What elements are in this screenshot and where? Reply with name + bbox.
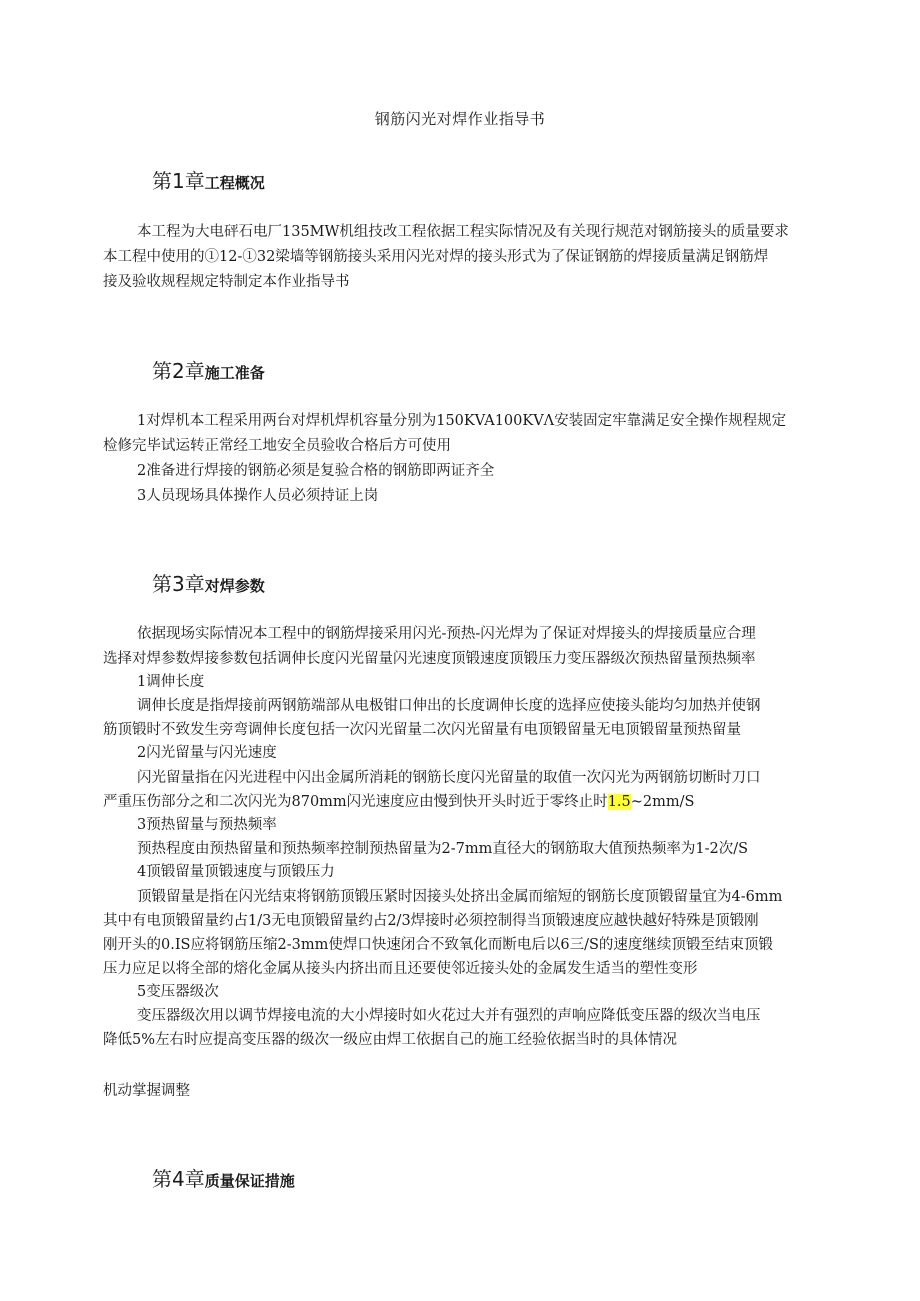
ch1-line-1: 本工程为大电砰石电厂135MW机组技改工程依据工程实际情况及有关现行规范对钢筋接头的质量要求 xyxy=(137,224,789,240)
ch3-s4-line-3: 刚开头的0.IS应将钢筋压缩2-3mm使焊口快速闭合不致氧化而断电后以6三/S的速度继续顶锻至结束顶锻 xyxy=(103,937,773,953)
ch3-section-4-title: 4顶锻留量顶锻速度与顶锻压力 xyxy=(137,864,335,880)
ch3-s2-line-1: 闪光留量指在闪光进程中闪出金属所消耗的钢筋长度闪光留量的取值一次闪光为两钢筋切断时刀口 xyxy=(137,770,761,786)
ch3-section-1-title: 1调伸长度 xyxy=(137,674,205,690)
chapter-2-name: 施工准备 xyxy=(204,364,265,382)
ch3-s5-line-2: 降低5%左右时应提高变压器的级次一级应由焊工依据自己的施工经验依据当时的具体情况 xyxy=(103,1032,677,1048)
ch3-s5-tail: 机动掌握调整 xyxy=(103,1083,190,1099)
ch3-s1-line-1: 调伸长度是指焊接前两钢筋端部从电极钳口伸出的长度调伸长度的选择应使接头能均匀加热并使钢 xyxy=(137,698,761,714)
chapter-1-name: 工程概况 xyxy=(204,174,265,192)
chapter-2-number: 第2章 xyxy=(152,359,205,383)
ch3-s2-line-2-start: 严重压伤部分之和二次闪光为870mm闪光速度应由慢到快开头时近于零终止时 xyxy=(103,794,608,810)
ch2-line-4: 3人员现场具体操作人员必须持证上岗 xyxy=(137,488,379,504)
document-title: 钢筋闪光对焊作业指导书 xyxy=(374,110,546,128)
chapter-3-heading xyxy=(152,568,265,597)
chapter-1-heading xyxy=(152,165,265,194)
ch3-section-5-title: 5变压器级次 xyxy=(137,984,219,1000)
ch3-s2-line-2-end: ~2mm/S xyxy=(630,794,695,810)
ch3-s5-line-1: 变压器级次用以调节焊接电流的大小焊接时如火花过大并有强烈的声响应降低变压器的级次当电压 xyxy=(137,1008,761,1024)
ch2-line-3: 2准备进行焊接的钢筋必须是复验合格的钢筋即两证齐全 xyxy=(137,463,495,479)
ch1-line-2: 本工程中使用的①12-①32梁墙等钢筋接头采用闪光对焊的接头形式为了保证钢筋的焊接质量满足钢筋焊 xyxy=(103,249,769,265)
chapter-4-heading xyxy=(152,1163,295,1192)
ch3-s3-line-1: 预热程度由预热留量和预热频率控制预热留量为2-7mm直径大的钢筋取大值预热频率为1-2次/S xyxy=(137,841,749,857)
chapter-4-number: 第4章 xyxy=(152,1167,205,1191)
chapter-3-name: 对焊参数 xyxy=(204,577,265,595)
chapter-1-number: 第1章 xyxy=(152,169,205,193)
ch3-section-3-title: 3预热留量与预热频率 xyxy=(137,817,277,833)
ch3-s2-line-2 xyxy=(103,790,694,814)
ch3-s4-line-1: 顶锻留量是指在闪光结束将钢筋顶锻压紧时因接头处挤出金属而缩短的钢筋长度顶锻留量宜为4-6mm xyxy=(137,889,783,905)
ch3-s4-line-2: 其中有电顶锻留量约占1/3无电顶锻留量约占2/3焊接时必须控制得当顶锻速度应越快越好特殊是顶锻刚 xyxy=(103,913,759,929)
chapter-2-heading xyxy=(152,355,265,384)
ch2-line-2: 检修完毕试运转正常经工地安全员验收合格后方可使用 xyxy=(103,438,451,454)
ch3-s4-line-4: 压力应足以将全部的熔化金属从接头内挤出而且还要使邻近接头处的金属发生适当的塑性变形 xyxy=(103,961,698,977)
ch3-s1-line-2: 筋顶锻时不致发生旁弯调伸长度包括一次闪光留量二次闪光留量有电顶锻留量无电顶锻留量预热留量 xyxy=(103,722,741,738)
ch3-intro-line-1: 依据现场实际情况本工程中的钢筋焊接采用闪光-预热-闪光焊为了保证对焊接头的焊接质量应合理 xyxy=(137,626,756,642)
highlighted-text: 1.5 xyxy=(607,794,631,810)
ch1-line-3: 接及验收规程规定特制定本作业指导书 xyxy=(103,274,350,290)
chapter-3-number: 第3章 xyxy=(152,572,205,596)
chapter-4-name: 质量保证措施 xyxy=(204,1172,295,1190)
ch3-section-2-title: 2闪光留量与闪光速度 xyxy=(137,745,277,761)
ch3-intro-line-2: 选择对焊参数焊接参数包括调伸长度闪光留量闪光速度顶锻速度顶锻压力变压器级次预热留量预热频率 xyxy=(103,651,756,667)
ch2-line-1: 1对焊机本工程采用两台对焊机焊机容量分别为150KVA100KVΛ安装固定牢靠满足安全操作规程规定 xyxy=(137,413,787,429)
